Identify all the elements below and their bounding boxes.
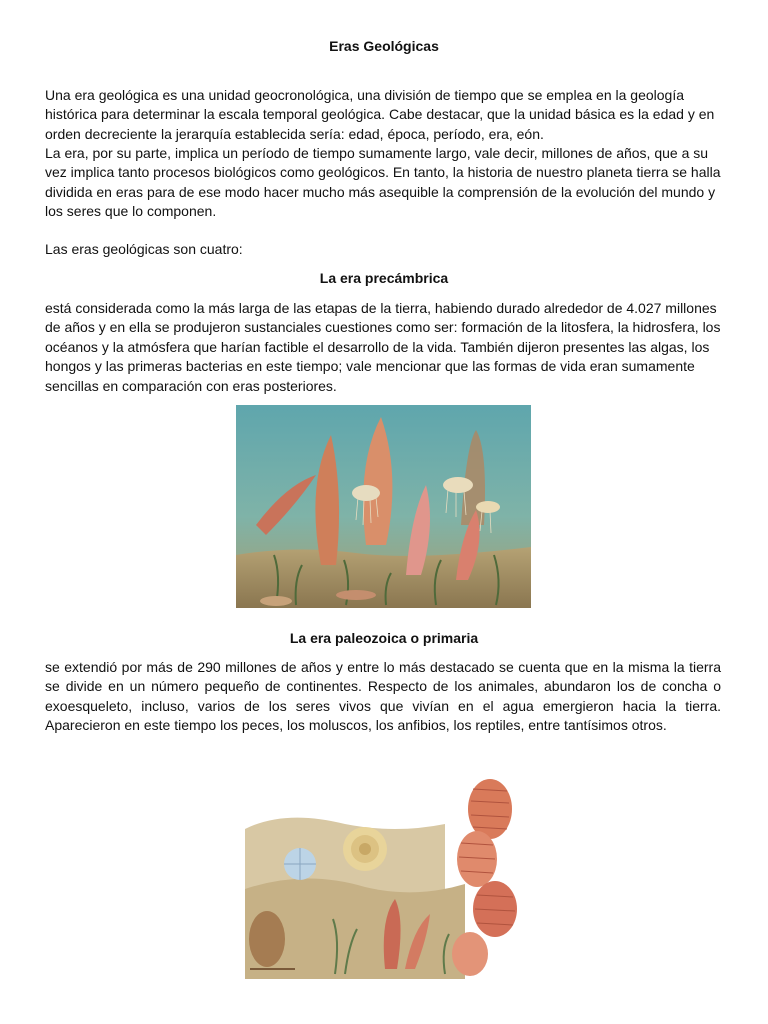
document-title: Eras Geológicas: [329, 38, 439, 54]
eras-count-line: Las eras geológicas son cuatro:: [45, 241, 243, 257]
precambrian-paragraph: está considerada como la más larga de las etapas de la tierra, habiendo durado alrededor de 4.027 millones de años y en ella se produjeron sustanciales cuestiones como ser: formación de la litosfera, la hidrosfera, los océanos y la atmósfera que harían factible el desarrollo de la vida. También dijeron presentes las algas, los hongos y las primeras bacterias en este tiempo; vale mencionar que las formas de vida eran sumamente sencillas en comparación con eras posteriores.: [45, 300, 721, 394]
paleozoic-paragraph: se extendió por más de 290 millones de años y entre lo más destacado se cuenta que en la misma la tierra se divide en un número pequeño de continentes. Respecto de los animales, abundaron los de concha o exoesqueleto, incluso, varios de los seres vivos que vivían en el agua emergieron hacia la tierra. Aparecieron en este tiempo los peces, los moluscos, los anfibios, los reptiles, entre tantísimos otros.: [45, 659, 721, 734]
intro-paragraph: Una era geológica es una unidad geocronológica, una división de tiempo que se emplea en la geología histórica para determinar la escala temporal geológica. Cabe destacar, que la unidad básica es la edad y en orden decreciente la jerarquía establecida sería: edad, época, período, era, eón.: [45, 87, 715, 142]
precambrian-heading: La era precámbrica: [319, 270, 449, 286]
precambrian-illustration: [236, 405, 531, 608]
precambrian-scene-svg: [236, 405, 531, 608]
paleozoic-scene-svg: [245, 769, 522, 979]
paleozoic-illustration: [245, 769, 522, 979]
era-definition-paragraph: La era, por su parte, implica un período de tiempo sumamente largo, vale decir, millones de años, que a su vez implica tanto procesos biológicos como geológicos. En tanto, la historia de nuestro planeta tierra se halla dividida en eras para de ese modo hacer mucho más asequible la comprensión de la evolución del mundo y los seres que lo componen.: [45, 145, 721, 220]
paleozoic-heading: La era paleozoica o primaria: [289, 630, 479, 646]
